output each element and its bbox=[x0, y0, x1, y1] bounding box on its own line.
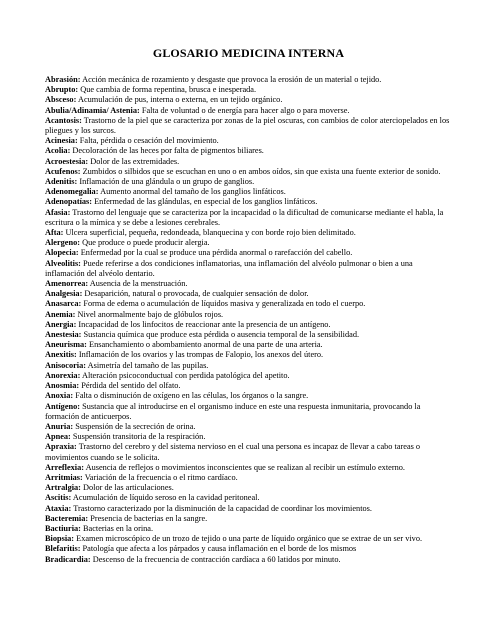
glossary-entry bbox=[45, 330, 452, 340]
glossary-definition: Forma de edema o acumulación de líquidos masiva y generalizada en todo el cuerpo. bbox=[81, 299, 366, 309]
document-title: GLOSARIO MEDICINA INTERNA bbox=[152, 46, 345, 60]
glossary-definition: Que produce o puede producir alergia. bbox=[80, 238, 210, 248]
glossary-entry bbox=[45, 514, 452, 524]
glossary-term: Arritmias: bbox=[45, 472, 83, 482]
glossary-entry bbox=[45, 238, 452, 248]
glossary-term: Abrupto: bbox=[45, 85, 79, 95]
glossary-entry bbox=[45, 136, 452, 146]
glossary-definition: Patología que afecta a los párpados y causa inflamación en el borde de los mismos bbox=[80, 544, 357, 554]
glossary-definition: Aumento anormal del tamaño de los ganglios linfáticos. bbox=[98, 187, 286, 197]
glossary-term: Anergia: bbox=[45, 319, 77, 329]
glossary-entry bbox=[45, 350, 452, 360]
glossary-term: Aneurisma: bbox=[45, 340, 87, 350]
glossary-definition: Falta o disminución de oxígeno en las células, los órganos o la sangre. bbox=[73, 391, 309, 401]
glossary-entry bbox=[45, 248, 452, 258]
glossary-definition: Acumulación de pus, interna o externa, en un tejido orgánico. bbox=[76, 95, 283, 105]
glossary-definition: Alteración psicoconductual con perdida patológica del apetito. bbox=[80, 370, 290, 380]
glossary-definition: Bacterias en la orina. bbox=[80, 523, 154, 533]
glossary-entry bbox=[45, 524, 452, 534]
glossary-entry bbox=[45, 504, 452, 514]
glossary-definition: Enfermedad de las glándulas, en especial de los ganglios linfáticos. bbox=[92, 197, 318, 207]
glossary-term: Absceso: bbox=[45, 95, 77, 105]
glossary-definition: Sustancia que al introducirse en el organismo induce en este una respuesta inmunitaria, provocando la formación de anticuerpos. bbox=[45, 401, 421, 421]
glossary-definition: Acumulación de líquido seroso en la cavidad peritoneal. bbox=[71, 493, 260, 503]
glossary-list bbox=[45, 75, 452, 565]
glossary-entry bbox=[45, 402, 452, 422]
glossary-term: Apraxia: bbox=[45, 442, 77, 452]
glossary-term: Acinesia: bbox=[45, 136, 78, 146]
glossary-definition: Incapacidad de los linfocitos de reaccionar ante la presencia de un antígeno. bbox=[76, 319, 331, 329]
glossary-term: Apnea: bbox=[45, 432, 71, 442]
glossary-definition: Sustancia química que produce esta pérdida o ausencia temporal de la sensibilidad. bbox=[81, 330, 360, 340]
glossary-definition: Puede referirse a dos condiciones inflamatorias, una inflamación del alvéolo pulmonar o bien a una inflamación del alvéolo dentario. bbox=[45, 258, 413, 278]
glossary-term: Adenomegalia: bbox=[45, 187, 99, 197]
glossary-definition: Que cambia de forma repentina, brusca e inesperada. bbox=[78, 85, 257, 95]
glossary-definition: Falta, pérdida o cesación del movimiento. bbox=[77, 136, 219, 146]
glossary-term: Anasarca: bbox=[45, 299, 82, 309]
glossary-definition: Inflamación de una glándula o un grupo de ganglios. bbox=[77, 177, 255, 187]
glossary-term: Acufenos: bbox=[45, 166, 81, 176]
glossary-entry bbox=[45, 483, 452, 493]
glossary-term: Acroestesia: bbox=[45, 156, 89, 166]
glossary-term: Anemia: bbox=[45, 309, 76, 319]
glossary-term: Alveolitis: bbox=[45, 258, 81, 268]
glossary-term: Afta: bbox=[45, 228, 64, 238]
glossary-term: Amenorrea: bbox=[45, 279, 89, 289]
glossary-definition: Dolor de las extremidades. bbox=[88, 156, 180, 166]
glossary-term: Anoxia: bbox=[45, 391, 74, 401]
glossary-entry bbox=[45, 310, 452, 320]
glossary-term: Adenopatías: bbox=[45, 197, 93, 207]
glossary-term: Abrasión: bbox=[45, 75, 81, 84]
glossary-entry bbox=[45, 371, 452, 381]
glossary-entry bbox=[45, 473, 452, 483]
glossary-term: Anosmia: bbox=[45, 381, 80, 391]
glossary-definition: Zumbidos o silbidos que se escuchan en uno o en ambos oídos, sin que exista una fuente exterior de sonido. bbox=[80, 166, 441, 176]
glossary-definition: Trastorno de la piel que se caracteriza por zonas de la piel oscuras, con cambios de color aterciopelados en los pliegues y los surcos. bbox=[45, 115, 450, 136]
glossary-term: Biopsia: bbox=[45, 534, 75, 544]
glossary-term: Ascitis: bbox=[45, 493, 72, 503]
glossary-definition: Asimetría del tamaño de las pupilas. bbox=[86, 360, 209, 370]
glossary-definition: Enfermedad por la cual se produce una pérdida anormal o rarefacción del cabello. bbox=[78, 248, 353, 258]
glossary-definition: Variación de la frecuencia o el ritmo cardíaco. bbox=[82, 472, 238, 482]
glossary-term: Antígeno: bbox=[45, 401, 81, 411]
glossary-entry bbox=[45, 381, 452, 391]
glossary-entry bbox=[45, 187, 452, 197]
glossary-entry bbox=[45, 289, 452, 299]
glossary-entry bbox=[45, 116, 452, 136]
glossary-definition: Acción mecánica de rozamiento y desgaste que provoca la erosión de un material o tejido. bbox=[80, 75, 382, 84]
glossary-term: Bradicardia: bbox=[45, 554, 91, 564]
glossary-entry bbox=[45, 555, 452, 565]
glossary-definition: Falta de voluntad o de energía para hacer algo o para moverse. bbox=[139, 105, 350, 115]
glossary-definition: Desaparición, natural o provocada, de cualquier sensación de dolor. bbox=[82, 289, 309, 299]
glossary-term: Blefaritis: bbox=[45, 544, 81, 554]
glossary-definition: Nivel anormalmente bajo de glóbulos rojos. bbox=[75, 309, 224, 319]
glossary-entry bbox=[45, 85, 452, 95]
glossary-term: Adenitis: bbox=[45, 177, 78, 187]
glossary-entry bbox=[45, 422, 452, 432]
glossary-term: Alergeno: bbox=[45, 238, 81, 248]
glossary-definition: Presencia de bacterias en la sangre. bbox=[88, 513, 208, 523]
glossary-definition: Dolor de las articulaciones. bbox=[80, 483, 174, 493]
glossary-term: Anuria: bbox=[45, 421, 74, 431]
glossary-entry bbox=[45, 228, 452, 238]
glossary-term: Anorexia: bbox=[45, 370, 81, 380]
glossary-entry bbox=[45, 361, 452, 371]
glossary-definition: Trastorno caracterizado por la disminución de la capacidad de coordinar los movimientos. bbox=[71, 503, 372, 513]
glossary-entry bbox=[45, 146, 452, 156]
glossary-entry bbox=[45, 167, 452, 177]
glossary-definition: Decoloración de las heces por falta de pigmentos biliares. bbox=[70, 146, 264, 156]
glossary-entry bbox=[45, 208, 452, 228]
glossary-term: Artralgia: bbox=[45, 483, 81, 493]
glossary-term: Afasia: bbox=[45, 207, 71, 217]
glossary-term: Alopecia: bbox=[45, 248, 79, 258]
glossary-term: Ataxia: bbox=[45, 503, 72, 513]
glossary-entry bbox=[45, 391, 452, 401]
glossary-entry bbox=[45, 442, 452, 462]
glossary-term: Abulia/Adinamia/ Astenia: bbox=[45, 105, 140, 115]
glossary-entry bbox=[45, 157, 452, 167]
glossary-definition: Pérdida del sentido del olfato. bbox=[79, 381, 181, 391]
glossary-entry bbox=[45, 106, 452, 116]
glossary-term: Bactiuria: bbox=[45, 523, 81, 533]
glossary-definition: Ulcera superficial, pequeña, redondeada, blanquecina y con borde rojo bien delimitado. bbox=[63, 228, 356, 238]
glossary-definition: Ensanchamiento o abombamiento anormal de una parte de una arteria. bbox=[86, 340, 323, 350]
glossary-definition: Examen microscópico de un trozo de tejido o una parte de líquido orgánico que se extrae de un ser vivo. bbox=[74, 534, 423, 544]
glossary-term: Bacteremia: bbox=[45, 513, 89, 523]
glossary-definition: Trastorno del cerebro y del sistema nervioso en el cual una persona es incapaz de llevar a cabo tareas o movimientos cuando se le solicita. bbox=[45, 442, 421, 462]
glossary-definition: Inflamación de los ovarios y las trompas de Falopio, los anexos del útero. bbox=[76, 350, 324, 360]
glossary-term: Analgesia: bbox=[45, 289, 83, 299]
glossary-entry bbox=[45, 279, 452, 289]
glossary-term: Acantosis: bbox=[45, 115, 82, 125]
glossary-definition: Ausencia de reflejos o movimientos inconscientes que se realizan al recibir un estímulo externo. bbox=[84, 462, 405, 472]
glossary-term: Anexitis: bbox=[45, 350, 77, 360]
glossary-term: Anisocoria: bbox=[45, 360, 87, 370]
glossary-entry bbox=[45, 534, 452, 544]
glossary-entry bbox=[45, 95, 452, 105]
glossary-term: Arreflexia: bbox=[45, 462, 85, 472]
glossary-entry bbox=[45, 299, 452, 309]
glossary-entry bbox=[45, 259, 452, 279]
glossary-definition: Ausencia de la menstruación. bbox=[88, 279, 188, 289]
glossary-entry bbox=[45, 493, 452, 503]
glossary-definition: Trastorno del lenguaje que se caracteriza por la incapacidad o la dificultad de comunicarse mediante el habla, la escritura o la mímica y se debe a lesiones cerebrales. bbox=[45, 207, 444, 227]
glossary-definition: Suspensión transitoria de la respiración. bbox=[70, 432, 206, 442]
glossary-entry bbox=[45, 320, 452, 330]
glossary-definition: Descenso de la frecuencia de contracción cardíaca a 60 latidos por minuto. bbox=[90, 554, 341, 564]
glossary-entry bbox=[45, 197, 452, 207]
glossary-entry bbox=[45, 75, 452, 85]
glossary-term: Acolia: bbox=[45, 146, 71, 156]
glossary-entry bbox=[45, 177, 452, 187]
glossary-entry bbox=[45, 463, 452, 473]
glossary-entry bbox=[45, 544, 452, 554]
glossary-entry bbox=[45, 340, 452, 350]
glossary-term: Anestesia: bbox=[45, 330, 82, 340]
glossary-entry bbox=[45, 432, 452, 442]
glossary-definition: Suspensión de la secreción de orina. bbox=[73, 421, 196, 431]
